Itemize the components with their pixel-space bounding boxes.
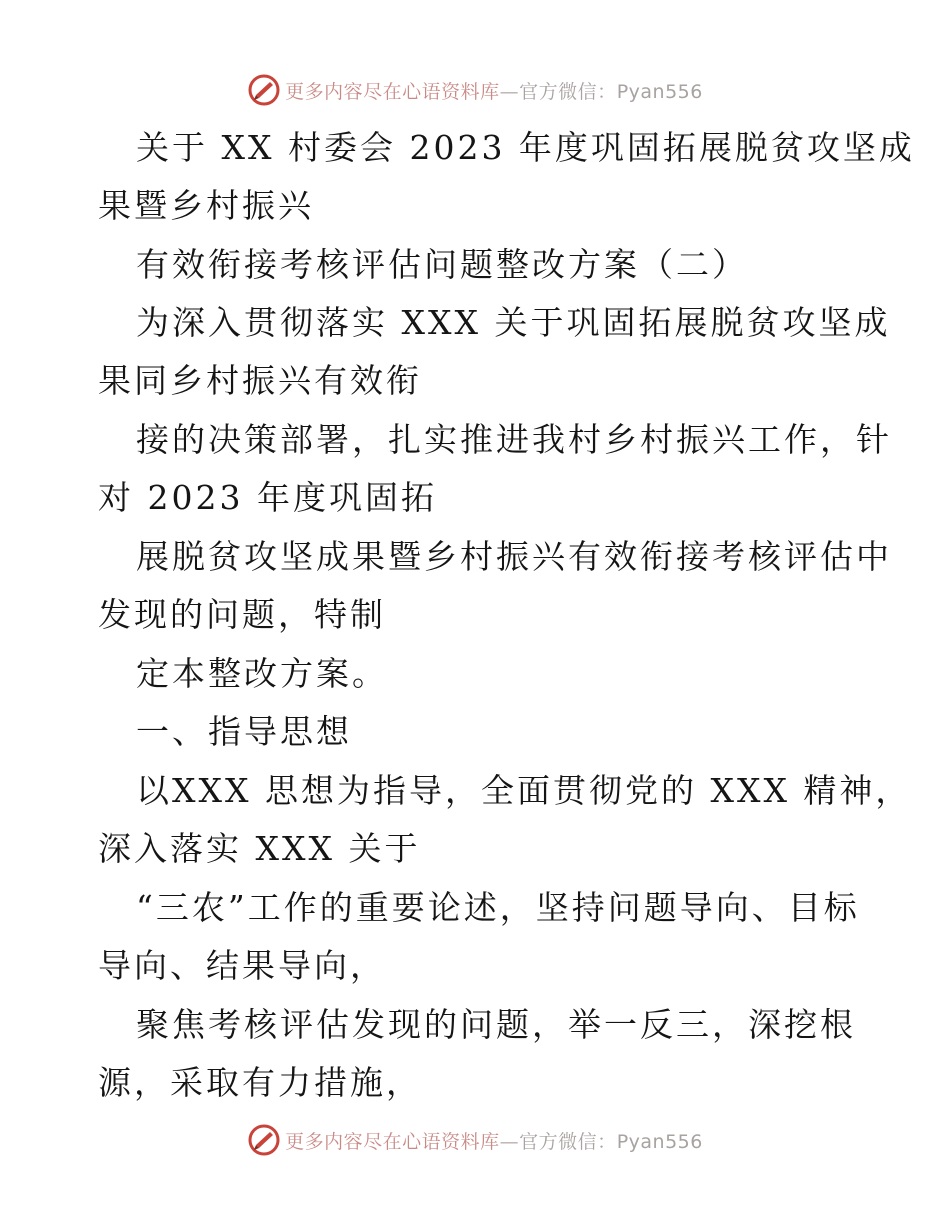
watermark-text	[285, 77, 703, 104]
text-line: 关于 XX 村委会 2023 年度巩固拓展脱贫攻坚成	[136, 128, 915, 167]
text-line: “三农”工作的重要论述，坚持问题导向、目标	[136, 888, 860, 927]
watermark-dash: —	[499, 1130, 520, 1153]
text-line: 以XXX 思想为指导，全面贯彻党的 XXX 精神，	[136, 771, 912, 810]
watermark-account: Pyan556	[616, 1130, 703, 1153]
text-line: 接的决策部署，扎实推进我村乡村振兴工作，针	[136, 420, 892, 459]
footer-watermark	[0, 1120, 950, 1160]
text-line: 有效衔接考核评估问题整改方案（二）	[136, 245, 748, 284]
watermark-text	[285, 1127, 703, 1154]
brand-logo-icon	[247, 1123, 281, 1157]
text-line: 深入落实 XXX 关于	[98, 829, 421, 868]
watermark-account: Pyan556	[616, 80, 703, 103]
watermark-dash: —	[499, 80, 520, 103]
text-line: 聚焦考核评估发现的问题，举一反三，深挖根	[136, 1005, 856, 1044]
text-line: 果同乡村振兴有效衔	[98, 361, 422, 400]
text-line: 展脱贫攻坚成果暨乡村振兴有效衔接考核评估中	[136, 537, 892, 576]
text-line: 源，采取有力措施，	[98, 1063, 422, 1102]
brand-logo-icon	[247, 73, 281, 107]
watermark-label: 官方微信：	[519, 80, 617, 103]
text-line: 定本整改方案。	[136, 654, 388, 693]
header-watermark	[0, 70, 950, 110]
text-line: 果暨乡村振兴	[98, 186, 314, 225]
text-line: 为深入贯彻落实 XXX 关于巩固拓展脱贫攻坚成	[136, 303, 891, 342]
text-line: 导向、结果导向，	[98, 946, 386, 985]
watermark-site: 更多内容尽在心语资料库	[285, 1130, 500, 1153]
section-heading: 一、指导思想	[136, 712, 352, 751]
watermark-site: 更多内容尽在心语资料库	[285, 80, 500, 103]
watermark-label: 官方微信：	[519, 1130, 617, 1153]
text-line: 发现的问题，特制	[98, 595, 386, 634]
text-line: 对 2023 年度巩固拓	[98, 478, 437, 517]
